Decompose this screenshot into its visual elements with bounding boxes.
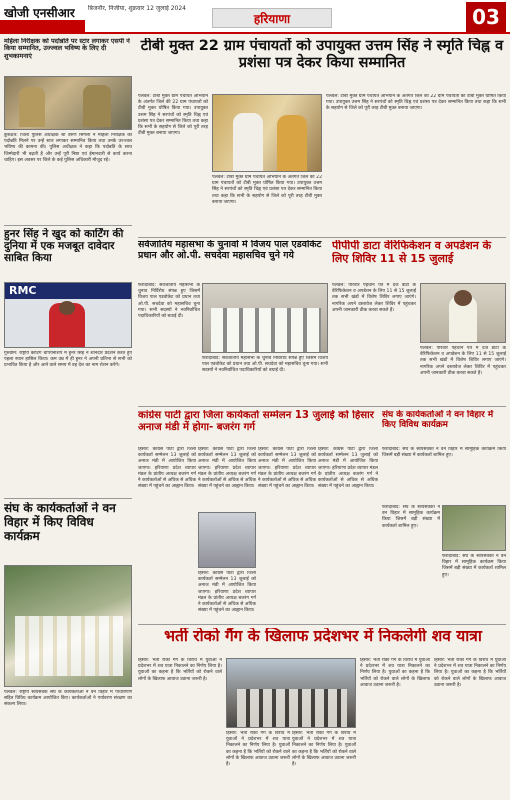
story9-body-4: हिसार: भर्ती रोको गैंग के विरोध में युवाओं ने प्रदेशभर में शव यात्रा निकालने का निर्णय लिया है। युवाओं का कहना है कि भर्तियों को रोकने वाले लोगों के खिलाफ आवाज उठाना जरूरी है। <box>360 658 430 688</box>
story8-headline: संघ के कार्यकर्ताओं ने वन विहार में किए विविध कार्यक्रम <box>382 410 494 431</box>
sarpanch-figure <box>277 115 307 171</box>
divider <box>4 225 132 226</box>
story6-photo <box>198 512 256 568</box>
protest-crowd <box>237 689 347 727</box>
story5-body: पलवल: परिवार पहचान पत्र में दर्ज डाटा के वेरिफिकेशन व अपडेशन के लिए 11 से 15 जुलाई तक सभी खंडों में विशेष शिविर लगाए जाएंगे। नागरिक अपने दस्तावेज लेकर शिविर में पहुंचकर अपनी जानकारी ठीक करवा सकते हैं। <box>332 283 416 313</box>
dateline: बिजनौर, निजीया, शुक्रवार 12 जुलाई 2024 <box>88 5 187 12</box>
group-figures <box>211 308 321 352</box>
official-figure <box>233 113 263 171</box>
story2-headline: हुनर सिंह ने खुद को कार्टिंग की दुनिया में एक मजबूत दावेदार साबित किया <box>4 228 124 265</box>
crowd-figures <box>15 616 123 676</box>
rmc-banner: RMC <box>5 283 132 299</box>
story9-headline: भर्ती रोको गैंग के खिलाफ प्रदेशभर में निकलेगी शव यात्रा <box>164 628 482 645</box>
lead-body-3: पलवल: टीबी मुक्त ग्राम पंचायत अभियान के अंतर्गत जिले की 22 ग्राम पंचायतों को टीबी मुक्त घोषित किया गया। उपायुक्त उत्तम सिंह ने सरपंचों को स्मृति चिह्न एवं प्रशंसा पत्र देकर सम्मानित किया तथा कहा कि सभी के सहयोग से जिले को पूरी तरह टीबी मुक्त बनाया जाएगा। <box>326 94 506 112</box>
story4-body: फरीदाबाद: सर्वजातीय महासभा के चुनाव निर्विरोध संपन्न हुए जिसमें विजय पाल एडवोकेट को प्रधान तथा ओ.पी. सचदेवा को महासचिव चुना गया। सभी सदस्यों ने नवनिर्वाचित पदाधिकारियों को बधाई दी। <box>138 283 200 320</box>
section-title: हरियाणा <box>212 8 332 28</box>
divider <box>138 406 506 407</box>
divider <box>138 237 506 238</box>
story7-body: पलवल: राष्ट्रीय स्वयंसेवक संघ के कार्यकर्ताओं ने वन विहार में पौधारोपण सहित विविध कार्यक्रम आयोजित किए। कार्यकर्ताओं ने पर्यावरण संरक्षण का संकल्प लिया। <box>4 690 132 708</box>
story5-body-2: पलवल: परिवार पहचान पत्र में दर्ज डाटा के वेरिफिकेशन व अपडेशन के लिए 11 से 15 जुलाई तक सभी खंडों में विशेष शिविर लगाए जाएंगे। नागरिक अपने दस्तावेज लेकर शिविर में पहुंचकर अपनी जानकारी ठीक करवा सकते हैं। <box>420 346 506 376</box>
racer-head <box>59 301 75 315</box>
story4-headline: सर्वजातिय महासभा के चुनावों में विजय पाल एडवोकेट प्रधान और ओ.पी. सचदेवा महासचिव चुने गये <box>138 240 322 261</box>
official-head <box>454 290 472 306</box>
story9-photo <box>226 658 356 728</box>
story6-body-5: हिसार: कांग्रेस पार्टी द्वारा जिला कार्यकर्ता सम्मेलन 13 जुलाई को अनाज मंडी में आयोजित किया जाएगा। हरियाणा प्रदेश व्यापार मंडल के प्रांतीय अध्यक्ष बजरंग गर्ग ने कार्यकर्ताओं से अधिक से अधिक संख्या में पहुंचने का आह्वान किया। <box>318 447 378 490</box>
story5-photo <box>420 283 506 343</box>
brand-name: खोजी एनसीआर <box>4 6 75 20</box>
story6-headline: कांग्रेस पार्टी द्वारा जिला कार्यकर्ता सम्मेलन 13 जुलाई को हिसार अनाज मंडी में होगा- बजरंग गर्ग <box>138 410 374 433</box>
story8-body: फरीदाबाद: संघ के स्वयंसेवकों ने वन विहार में सामूहिक कार्यक्रम किया जिसमें बड़ी संख्या में कार्यकर्ता शामिल हुए। <box>382 447 506 459</box>
story1-body: कुरुक्षेत्र: जिला पुलिस अधीक्षक श्री वरुण सिंगला ने महिला निरीक्षक को पदोन्नति मिलने पर उन्हें स्टार लगाकर सम्मानित किया तथा उनके उज्ज्वल भविष्य की कामना की। पुलिस अधीक्षक ने कहा कि पदोन्नति के साथ जिम्मेदारी भी बढ़ती है और उन्हें पूरी निष्ठा एवं ईमानदारी से कार्य करना चाहिए। इस अवसर पर जिले के कई पुलिस अधिकारी मौजूद रहे। <box>4 133 132 163</box>
story5-headline: पीपीपी डाटा वेरिफिकेशन व अपडेशन के लिए शिविर 11 से 15 जुलाई <box>332 240 492 265</box>
story9-body-2: हिसार: भर्ती रोको गैंग के विरोध में युवाओं ने प्रदेशभर में शव यात्रा निकालने का निर्णय लिया है। युवाओं का कहना है कि भर्तियों को रोकने वाले लोगों के खिलाफ आवाज उठाना जरूरी है। <box>226 731 290 768</box>
story1-headline: महिला निरीक्षक को पदोन्नति पर स्टार लगाकर एसपी ने किया सम्मानित, उज्ज्वल भविष्य के लिए दी शुभकामनाएं <box>4 38 130 60</box>
officer-figure <box>19 87 45 127</box>
divider <box>4 498 132 499</box>
story6-body-4: हिसार: कांग्रेस पार्टी द्वारा जिला कार्यकर्ता सम्मेलन 13 जुलाई को अनाज मंडी में आयोजित किया जाएगा। हरियाणा प्रदेश व्यापार मंडल के प्रांतीय अध्यक्ष बजरंग गर्ग ने कार्यकर्ताओं से अधिक से अधिक संख्या में पहुंचने का आह्वान किया। <box>258 447 316 490</box>
story7-photo <box>4 565 132 687</box>
lead-body-2: पलवल: टीबी मुक्त ग्राम पंचायत अभियान के अंतर्गत जिले की 22 ग्राम पंचायतों को टीबी मुक्त घोषित किया गया। उपायुक्त उत्तम सिंह ने सरपंचों को स्मृति चिह्न एवं प्रशंसा पत्र देकर सम्मानित किया तथा कहा कि सभी के सहयोग से जिले को पूरी तरह टीबी मुक्त बनाया जाएगा। <box>212 175 322 205</box>
story2-photo <box>4 282 132 348</box>
brand-bar <box>0 20 85 32</box>
officer-figure <box>83 85 111 127</box>
story1-photo <box>4 76 132 130</box>
story8-photo <box>442 505 506 551</box>
lead-headline: टीबी मुक्त 22 ग्राम पंचायतों को उपायुक्त उत्तम सिंह ने स्मृति चिह्न व प्रशंसा पत्र देकर किया सम्मानित <box>140 38 504 71</box>
story4-photo <box>202 283 328 353</box>
page-number: 03 <box>466 2 506 32</box>
story9-body-3: हिसार: भर्ती रोको गैंग के विरोध में युवाओं ने प्रदेशभर में शव यात्रा निकालने का निर्णय लिया है। युवाओं का कहना है कि भर्तियों को रोकने वाले लोगों के खिलाफ आवाज उठाना जरूरी है। <box>292 731 356 768</box>
story8-body-2: फरीदाबाद: संघ के स्वयंसेवकों ने वन विहार में सामूहिक कार्यक्रम किया जिसमें बड़ी संख्या में कार्यकर्ता शामिल हुए। <box>382 505 440 529</box>
story9-body-5: हिसार: भर्ती रोको गैंग के विरोध में युवाओं ने प्रदेशभर में शव यात्रा निकालने का निर्णय लिया है। युवाओं का कहना है कि भर्तियों को रोकने वाले लोगों के खिलाफ आवाज उठाना जरूरी है। <box>434 658 506 688</box>
story7-headline: संघ के कार्यकर्ताओं ने वन विहार में किए विविध कार्यक्रम <box>4 502 116 543</box>
story4-body-2: फरीदाबाद: सर्वजातीय महासभा के चुनाव निर्विरोध संपन्न हुए जिसमें विजय पाल एडवोकेट को प्रधान तथा ओ.पी. सचदेवा को महासचिव चुना गया। सभी सदस्यों ने नवनिर्वाचित पदाधिकारियों को बधाई दी। <box>202 356 328 374</box>
story6-body: हिसार: कांग्रेस पार्टी द्वारा जिला कार्यकर्ता सम्मेलन 13 जुलाई को अनाज मंडी में आयोजित किया जाएगा। हरियाणा प्रदेश व्यापार मंडल के प्रांतीय अध्यक्ष बजरंग गर्ग ने कार्यकर्ताओं से अधिक से अधिक संख्या में पहुंचने का आह्वान किया। <box>138 447 196 490</box>
divider <box>138 624 506 625</box>
lead-body: पलवल: टीबी मुक्त ग्राम पंचायत अभियान के अंतर्गत जिले की 22 ग्राम पंचायतों को टीबी मुक्त घोषित किया गया। उपायुक्त उत्तम सिंह ने सरपंचों को स्मृति चिह्न एवं प्रशंसा पत्र देकर सम्मानित किया तथा कहा कि सभी के सहयोग से जिले को पूरी तरह टीबी मुक्त बनाया जाएगा। <box>138 94 208 137</box>
story6-body-3: हिसार: कांग्रेस पार्टी द्वारा जिला कार्यकर्ता सम्मेलन 13 जुलाई को अनाज मंडी में आयोजित किया जाएगा। हरियाणा प्रदेश व्यापार मंडल के प्रांतीय अध्यक्ष बजरंग गर्ग ने कार्यकर्ताओं से अधिक से अधिक संख्या में पहुंचने का आह्वान किया। <box>198 571 256 614</box>
story8-body-3: फरीदाबाद: संघ के स्वयंसेवकों ने वन विहार में सामूहिक कार्यक्रम किया जिसमें बड़ी संख्या में कार्यकर्ता शामिल हुए। <box>442 554 506 578</box>
lead-photo <box>212 94 322 172</box>
story9-body: हिसार: भर्ती रोको गैंग के विरोध में युवाओं ने प्रदेशभर में शव यात्रा निकालने का निर्णय लिया है। युवाओं का कहना है कि भर्तियों को रोकने वाले लोगों के खिलाफ आवाज उठाना जरूरी है। <box>138 658 222 682</box>
story2-body: गुरुग्राम: राष्ट्रीय कार्टिंग चैंपियनशिप में हुनर सिंह ने शानदार प्रदर्शन करते हुए पहला स्थान हासिल किया। कम उम्र में ही हुनर ने अपनी प्रतिभा से सभी को प्रभावित किया है और आने वाले समय में वह देश का नाम रोशन करेंगे। <box>4 351 132 369</box>
story6-body-2: हिसार: कांग्रेस पार्टी द्वारा जिला कार्यकर्ता सम्मेलन 13 जुलाई को अनाज मंडी में आयोजित किया जाएगा। हरियाणा प्रदेश व्यापार मंडल के प्रांतीय अध्यक्ष बजरंग गर्ग ने कार्यकर्ताओं से अधिक से अधिक संख्या में पहुंचने का आह्वान किया। <box>198 447 256 490</box>
